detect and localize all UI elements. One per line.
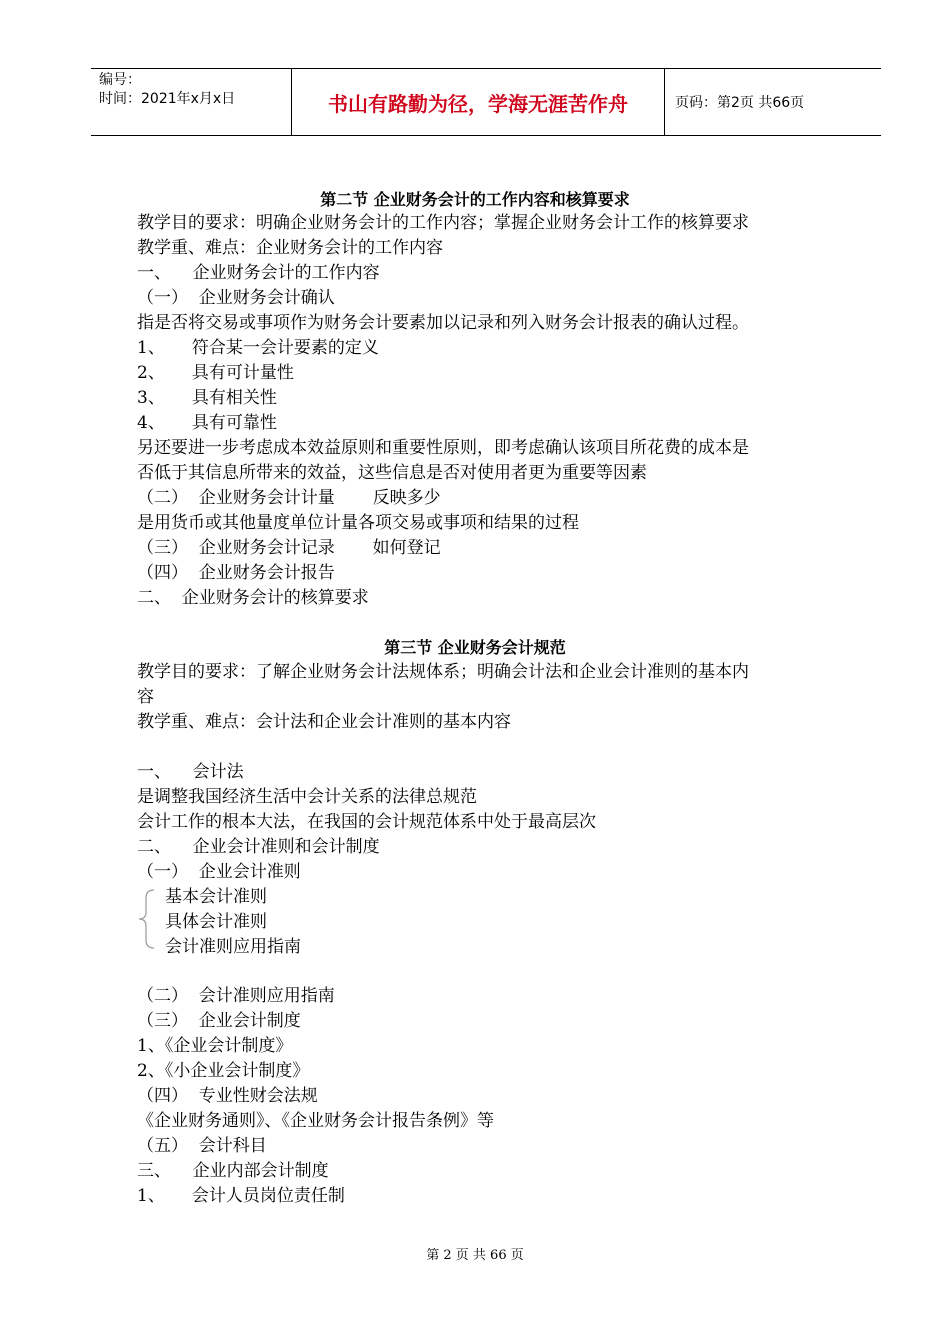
section2-line: 另还要进一步考虑成本效益原则和重要性原则，即考虑确认该项目所花费的成本是: [137, 438, 749, 458]
section3-line: 二、 企业会计准则和会计制度: [137, 837, 380, 857]
page-footer: 第 2 页 共 66 页: [426, 1248, 524, 1263]
section2-line: 二、 企业财务会计的核算要求: [137, 588, 369, 608]
section2-line: 1、 符合某一会计要素的定义: [137, 338, 379, 358]
section3-line: 2、《小企业会计制度》: [137, 1061, 310, 1081]
section3-line: 1、 会计人员岗位责任制: [137, 1186, 345, 1206]
section2-line: 否低于其信息所带来的效益，这些信息是否对使用者更为重要等因素: [137, 463, 647, 483]
section3-line: 1、《企业会计制度》: [137, 1036, 293, 1056]
section3-title: 第三节 企业财务会计规范: [384, 638, 566, 657]
section3-line: 教学目的要求：了解企业财务会计法规体系；明确会计法和企业会计准则的基本内: [137, 662, 749, 682]
header-page-info: 页码：第2页 共66页: [675, 95, 805, 111]
section3-line: 容: [137, 687, 154, 707]
section3-line: （一） 企业会计准则: [137, 862, 301, 882]
section3-line: 三、 企业内部会计制度: [137, 1161, 329, 1181]
section3-line: （二） 会计准则应用指南: [137, 986, 335, 1006]
time-label: 时间：2021年x月x日: [99, 91, 236, 107]
standard-item: 会计准则应用指南: [165, 937, 301, 957]
section3-line: 是调整我国经济生活中会计关系的法律总规范: [137, 787, 477, 807]
section3-line: （三） 企业会计制度: [137, 1011, 301, 1031]
header-motto: 书山有路勤为径，学海无涯苦作舟: [292, 69, 665, 135]
section2-line: （二） 企业财务会计计量 反映多少: [137, 488, 441, 508]
section2-line: （四） 企业财务会计报告: [137, 563, 335, 583]
standard-item: 基本会计准则: [165, 887, 267, 907]
section2-line: 一、 企业财务会计的工作内容: [137, 263, 380, 283]
section2-line: （三） 企业财务会计记录 如何登记: [137, 538, 441, 558]
curly-brace-icon: [136, 888, 158, 950]
header-meta: [91, 69, 292, 135]
section2-line: （一） 企业财务会计确认: [137, 288, 335, 308]
standard-item: 具体会计准则: [165, 912, 267, 932]
section3-line: 一、 会计法: [137, 762, 244, 782]
section2-line: 2、 具有可计量性: [137, 363, 294, 383]
section2-title: 第二节 企业财务会计的工作内容和核算要求: [320, 190, 630, 209]
section3-line: （四） 专业性财会法规: [137, 1086, 318, 1106]
section3-line: 《企业财务通则》、《企业财务会计报告条例》等: [137, 1111, 494, 1131]
section2-line: 教学重、难点：企业财务会计的工作内容: [137, 238, 443, 258]
section2-line: 教学目的要求：明确企业财务会计的工作内容；掌握企业财务会计工作的核算要求: [137, 213, 749, 233]
section3-line: 教学重、难点：会计法和企业会计准则的基本内容: [137, 712, 511, 732]
section2-line: 指是否将交易或事项作为财务会计要素加以记录和列入财务会计报表的确认过程。: [137, 313, 749, 333]
section2-line: 4、 具有可靠性: [137, 413, 277, 433]
page-header: [91, 68, 881, 136]
number-label: 编号：: [99, 72, 141, 88]
section3-line: （五） 会计科目: [137, 1136, 267, 1156]
section2-line: 是用货币或其他量度单位计量各项交易或事项和结果的过程: [137, 513, 579, 533]
section2-line: 3、 具有相关性: [137, 388, 277, 408]
section3-line: 会计工作的根本大法，在我国的会计规范体系中处于最高层次: [137, 812, 596, 832]
